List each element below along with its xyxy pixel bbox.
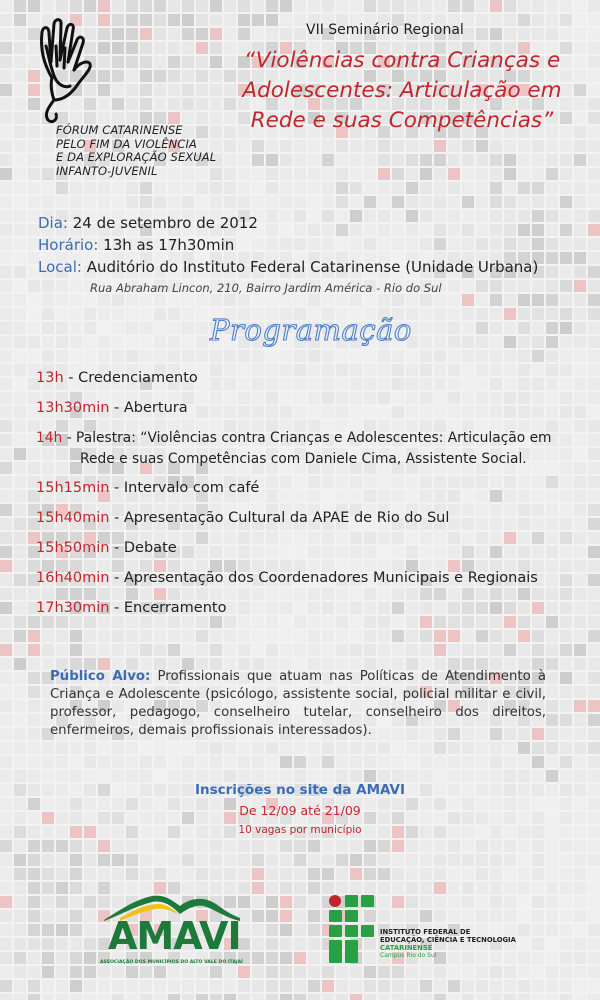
- schedule-item: [36, 398, 596, 418]
- schedule-item: [36, 598, 596, 618]
- schedule-text: - Palestra: “Violências contra Crianças e Adolescentes: Articulação em: [62, 430, 552, 446]
- ifc-line: EDUCAÇÃO, CIÊNCIA E TECNOLOGIA: [380, 936, 516, 944]
- schedule-item: [36, 478, 596, 498]
- event-title-line: Rede e suas Competências”: [250, 108, 554, 133]
- amavi-subtitle: ASSOCIAÇÃO DOS MUNICÍPIOS DO ALTO VALE DO ITAJAÍ: [100, 960, 243, 965]
- schedule-time: 13h30min: [36, 400, 110, 416]
- schedule-list: [36, 368, 596, 628]
- schedule-item: [36, 508, 596, 528]
- ifc-grid-icon: [328, 894, 378, 964]
- detail-day: [38, 212, 538, 234]
- schedule-time: 17h30min: [36, 600, 110, 616]
- detail-place: [38, 256, 538, 278]
- event-title-line: “Violências contra Crianças e: [243, 48, 561, 73]
- hand-icon: [22, 16, 102, 126]
- registration-dates: De 12/09 até 21/09: [239, 803, 361, 818]
- program-title: Programação: [210, 313, 412, 347]
- audience-text: Profissionais que atuam nas Políticas de Atendimento à Criança e Adolescente (psicólogo, assistente social, policial militar e civil, professor, pedagogo, conselheiro tutelar, conselheiro dos direitos, enfermeiros, demais profissionais interessados).: [50, 669, 546, 738]
- registration-site: Inscrições no site da AMAVI: [194, 782, 406, 798]
- schedule-item: [36, 368, 596, 388]
- day-value: 24 de setembro de 2012: [72, 214, 258, 232]
- schedule-text: - Debate: [109, 540, 177, 556]
- forum-line: FÓRUM CATARINENSE: [56, 123, 183, 137]
- schedule-time: 15h50min: [36, 540, 110, 556]
- event-details: [38, 212, 538, 278]
- schedule-text: - Intervalo com café: [109, 480, 260, 496]
- schedule-item: [36, 428, 596, 470]
- seminar-title: VII Seminário Regional: [306, 22, 464, 38]
- schedule-text-continued: Rede e suas Competências com Daniele Cima, Assistente Social.: [80, 451, 527, 467]
- schedule-time: 15h15min: [36, 480, 110, 496]
- amavi-logo: [100, 892, 250, 972]
- ifc-text: [380, 928, 516, 960]
- audience-label: Público Alvo:: [50, 669, 151, 684]
- schedule-item: [36, 538, 596, 558]
- schedule-text: - Credenciamento: [63, 370, 198, 386]
- forum-line: E DA EXPLORAÇÃO SEXUAL: [56, 150, 217, 164]
- place-value: Auditório do Instituto Federal Catarinense (Unidade Urbana): [86, 258, 539, 276]
- schedule-item: [36, 568, 596, 588]
- schedule-text: - Abertura: [109, 400, 188, 416]
- address: Rua Abraham Lincon, 210, Bairro Jardim América - Rio do Sul: [90, 281, 442, 295]
- schedule-time: 15h40min: [36, 510, 110, 526]
- forum-text: [56, 124, 226, 178]
- schedule-time: 14h: [36, 430, 63, 446]
- place-label: Local:: [38, 258, 82, 276]
- schedule-text: - Encerramento: [109, 600, 227, 616]
- ifc-line: INSTITUTO FEDERAL DE: [380, 928, 471, 936]
- registration-vacancies: 10 vagas por município: [238, 824, 362, 836]
- schedule-text: - Apresentação Cultural da APAE de Rio do Sul: [109, 510, 450, 526]
- schedule-time: 16h40min: [36, 570, 110, 586]
- event-title: [212, 46, 592, 136]
- forum-line: INFANTO-JUVENIL: [56, 163, 158, 178]
- ifc-line: CATARINENSE: [380, 944, 433, 952]
- day-label: Dia:: [38, 214, 68, 232]
- event-title-line: Adolescentes: Articulação em: [242, 78, 562, 103]
- ifc-logo: [328, 894, 528, 964]
- ifc-campus: Campus Rio do Sul: [380, 952, 437, 959]
- forum-logo: [14, 16, 217, 186]
- schedule-text: - Apresentação dos Coordenadores Municipais e Regionais: [109, 570, 538, 586]
- detail-time: [38, 234, 538, 256]
- target-audience: [50, 668, 546, 740]
- time-label: Horário:: [38, 236, 99, 254]
- schedule-time: 13h: [36, 370, 64, 386]
- time-value: 13h as 17h30min: [103, 236, 235, 254]
- amavi-wordmark: AMAVI: [108, 914, 241, 958]
- forum-line: PELO FIM DA VIOLÊNCIA: [56, 136, 197, 151]
